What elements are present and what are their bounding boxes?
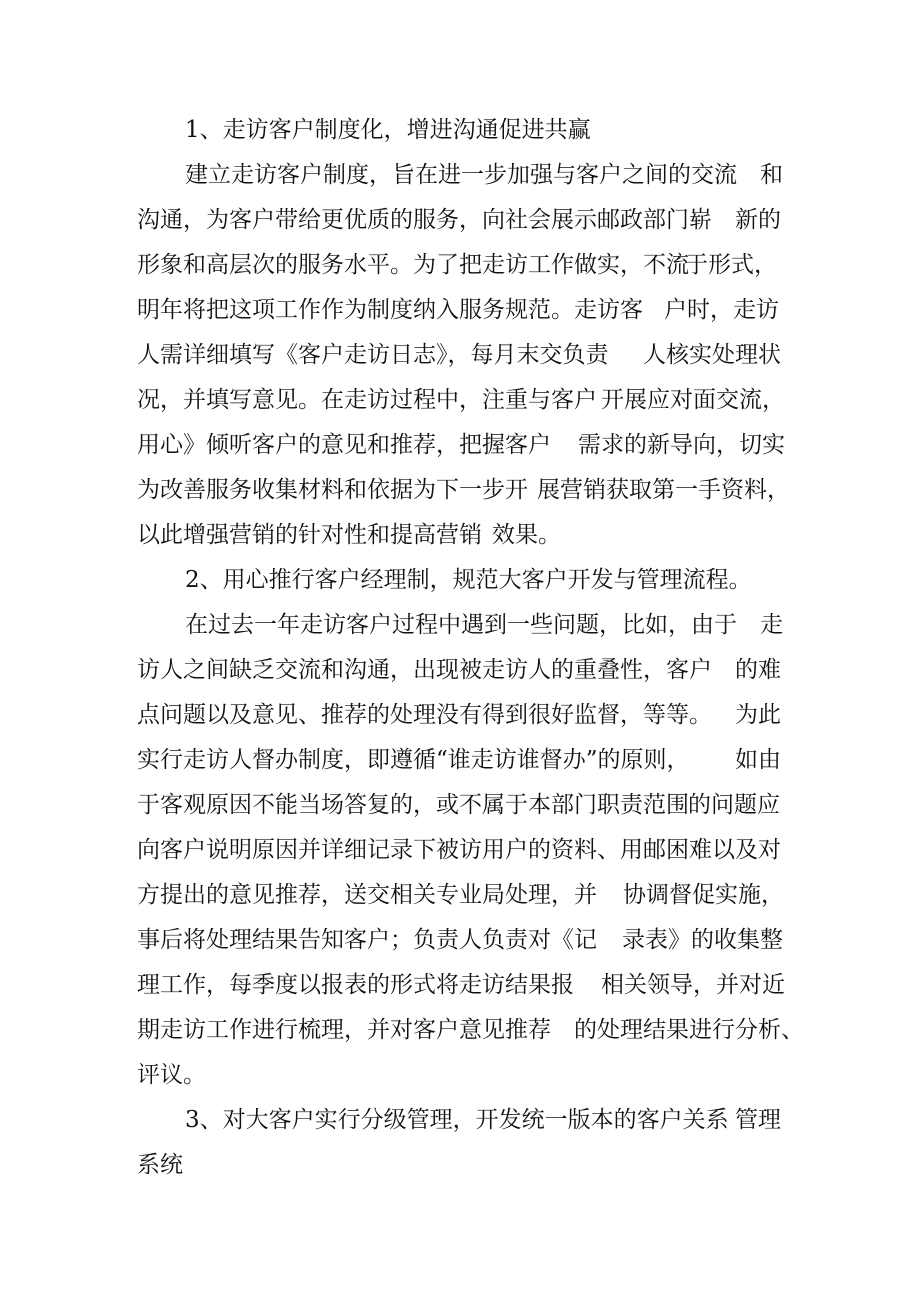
- text-segment: 理工作，每季度以报表的形式将走访结果报: [137, 972, 574, 998]
- text-segment: 方提出的意见推荐，送交相关专业局处理，并: [137, 882, 597, 908]
- text-segment: 访人之间缺乏交流和沟通，出现被走访人的重叠性，客户: [137, 657, 712, 683]
- text-segment: 展营销获取第一手资料，: [537, 477, 790, 503]
- paragraph-2-line-4: [0, 738, 920, 782]
- paragraph-1-line-7: [0, 423, 920, 467]
- text-segment: 事后将处理结果告知客户；负责人负责对《记: [137, 927, 597, 953]
- paragraph-2-line-9: [0, 963, 920, 1007]
- text-segment: 录表》的收集整: [622, 927, 783, 953]
- section-1-heading: [0, 108, 920, 152]
- text-segment: 以此增强营销的针对性和提高营销: [137, 522, 482, 548]
- text-segment: 人核实处理状: [643, 342, 781, 368]
- text-segment: 建立走访客户制度，旨在进一步加强与客户之间的交流: [185, 162, 737, 188]
- paragraph-2-line-5: [0, 783, 920, 827]
- text-segment: 沟通，为客户带给更优质的服务，向社会展示邮政部门崭: [137, 207, 712, 233]
- paragraph-1-line-5: [0, 333, 920, 377]
- text-segment: 1、走访客户制度化，增进沟通促进共赢: [185, 117, 591, 143]
- text-segment: 为改善服务收集材料和依据为下一步开: [137, 477, 528, 503]
- text-segment: 户时，走访: [664, 297, 779, 323]
- text-segment: 于客观原因不能当场答复的，或不属于本部门职责范围: [137, 792, 689, 818]
- text-segment: 在过去一年走访客户过程中遇到一些问题，比如，由于: [185, 612, 737, 638]
- text-segment: 系统: [137, 1152, 183, 1178]
- paragraph-2-line-3: [0, 693, 920, 737]
- text-segment: 协调督促实施，: [623, 882, 784, 908]
- text-segment: 效果。: [492, 522, 561, 548]
- text-segment: 和: [760, 162, 783, 188]
- text-segment: 开展应对面交流，: [601, 387, 785, 413]
- paragraph-1-line-8: [0, 468, 920, 512]
- text-segment: 期走访工作进行梳理，并对客户意见推荐: [137, 1017, 551, 1043]
- paragraph-2-line-1: [0, 603, 920, 647]
- paragraph-2-line-11: [0, 1053, 920, 1097]
- text-segment: 的问题应: [688, 792, 780, 818]
- text-segment: 况，并填写意见。在走访过程中，注重与客户: [137, 387, 597, 413]
- text-segment: 于形式，: [685, 252, 777, 278]
- paragraph-1-line-4: [0, 288, 920, 332]
- paragraph-1-line-9: [0, 513, 920, 557]
- paragraph-2-line-2: [0, 648, 920, 692]
- text-segment: 用心》倾听客户的意见和推荐，把握客户: [137, 432, 551, 458]
- text-segment: 人需详细填写《客户走访日志》，每月末交负责: [137, 342, 609, 368]
- text-segment: 评议。: [137, 1062, 206, 1088]
- text-segment: 如由: [735, 747, 781, 773]
- section-3-heading-line-2: [0, 1143, 920, 1187]
- paragraph-1-line-1: [0, 153, 920, 197]
- text-segment: 走: [760, 612, 783, 638]
- text-segment: 为此: [735, 702, 781, 728]
- text-segment: 邮困难以及对: [643, 837, 781, 863]
- text-segment: 2、用心推行客户经理制，规范大客户开发与管理流程。: [185, 567, 752, 593]
- text-segment: 的难: [735, 657, 781, 683]
- text-segment: 形象和高层次的服务水平。为了把走访工作做实，不流: [137, 252, 689, 278]
- text-segment: 明年将把这项工作作为制度纳入服务规范。走访客: [137, 297, 643, 323]
- text-segment: 点问题以及意见、推荐的处理没有得到很好监督，等等。: [137, 702, 712, 728]
- paragraph-1-line-3: [0, 243, 920, 287]
- text-segment: 实行走访人督办制度，即遵循“谁走访谁督办”的原则，: [137, 747, 690, 773]
- text-segment: 的处理结果进行分析、: [574, 1017, 804, 1043]
- text-segment: 相关领导，并对近: [601, 972, 785, 998]
- text-segment: 向客户说明原因并详细记录下被访用户的资料、用: [137, 837, 643, 863]
- paragraph-2-line-10: [0, 1008, 920, 1052]
- section-2-heading: [0, 558, 920, 602]
- paragraph-2-line-7: [0, 873, 920, 917]
- text-segment: 新的: [735, 207, 781, 233]
- paragraph-1-line-6: [0, 378, 920, 422]
- paragraph-2-line-6: [0, 828, 920, 872]
- section-3-heading-line-1: [0, 1098, 920, 1142]
- text-segment: 需求的新导向，切实: [578, 432, 785, 458]
- paragraph-2-line-8: [0, 918, 920, 962]
- text-segment: 管理: [735, 1107, 781, 1133]
- text-segment: 3、对大客户实行分级管理，开发统一版本的客户关系: [185, 1107, 729, 1133]
- paragraph-1-line-2: [0, 198, 920, 242]
